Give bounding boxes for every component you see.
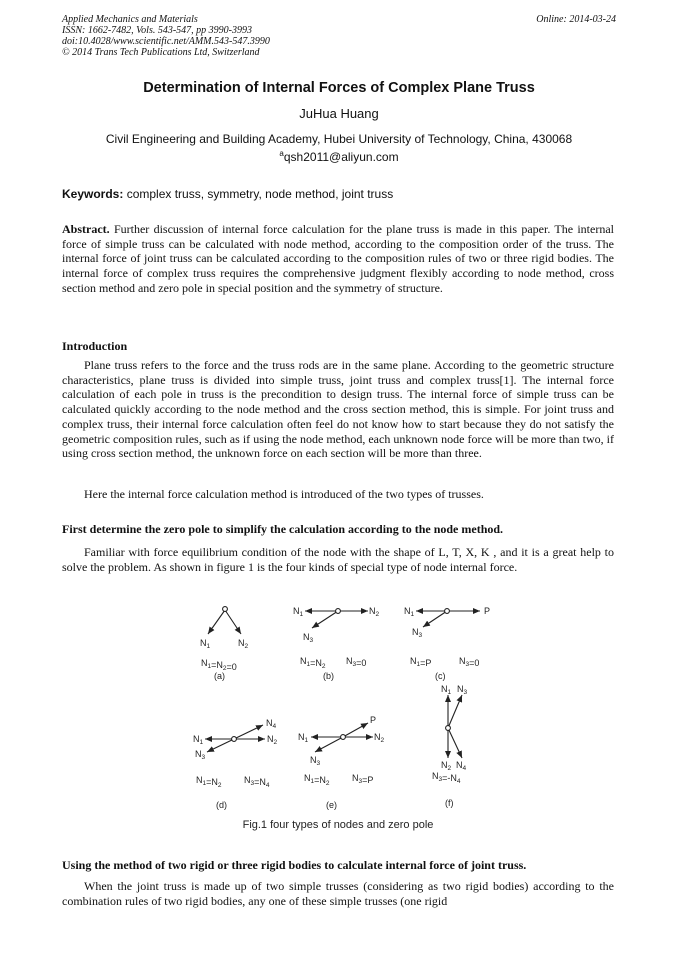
fig-b-n2: $N_2$ [369,606,380,618]
section-heading-introduction: Introduction [62,339,128,353]
fig-d-n3: $N_3$ [195,749,206,761]
doi-line: doi:10.4028/www.scientific.net/AMM.543-547.3990 [62,36,270,47]
section-heading-joint-truss: Using the method of two rigid or three rigid bodies to calculate internal force of joint truss. [62,858,527,872]
abstract-text: Further discussion of internal force calculation for the plane truss is made in this paper. The internal force of simple truss can be calculated with node method, according to the composition order of the truss. The internal force of joint truss can be calculated according to the composition rules of two or three rigid bodies. The internal force of complex truss requires the comprehensive judgment flexibly according to node method, cross section method and zero pole in special position and the symmetry of structure. [62,222,614,295]
node-diagram-e [311,723,373,752]
section3-paragraph [62,879,614,908]
fig-a-tag: (a) [214,671,225,681]
section3-p1-text: When the joint truss is made up of two simple trusses (considering as two rigid bodies) according to the combination rules of two rigid bodies, any one of these simple trusses (one rigid [62,879,614,908]
fig-f-n4: $N_4$ [456,760,467,772]
intro-paragraph-1 [62,358,614,461]
author-email [0,149,678,164]
fig-b-eq2: $N_3=0$ [346,656,367,668]
journal-header [62,14,270,58]
fig-e-tag: (e) [326,800,337,810]
fig-c-n1: $N_1$ [404,606,415,618]
keywords [62,187,393,201]
section2-p1-text: Familiar with force equilibrium condition of the node with the shape of L, T, X, K , and it is a great help to solve the problem. As shown in figure 1 is the four kinds of special type of node internal force. [62,545,614,574]
fig-f-tag: (f) [445,798,454,808]
fig-c-p: P [484,606,491,616]
abstract-label: Abstract. [62,222,110,236]
fig-e-n1: $N_1$ [298,732,309,744]
fig-b-n3: $N_3$ [303,632,314,644]
section-heading-zero-pole: First determine the zero pole to simplify the calculation according to the node method. [62,522,504,536]
keywords-label: Keywords: [62,187,124,201]
email-address: qsh2011@aliyun.com [283,150,399,164]
section2-paragraph [62,545,614,574]
fig-a-eq: $N_1=N_2=0$ [201,658,237,672]
abstract [62,222,614,296]
keywords-text: complex truss, symmetry, node method, joint truss [123,187,394,201]
fig-d-eq2: $N_3=N_4$ [244,775,270,789]
fig-e-eq2: $N_3=P$ [352,773,374,785]
fig-c-n3: $N_3$ [412,627,423,639]
node-diagram-f [446,695,462,758]
node-diagram-d [205,725,265,752]
fig-d-eq1: $N_1=N_2$ [196,775,222,789]
fig-e-n3: $N_3$ [310,755,321,767]
figure-1 [0,590,678,850]
fig-e-p: P [370,715,377,725]
fig-b-n1: $N_1$ [293,606,304,618]
fig-d-n4: $N_4$ [266,718,277,730]
fig-d-n1: $N_1$ [193,734,204,746]
copyright-line: © 2014 Trans Tech Publications Ltd, Switzerland [62,47,260,58]
node-diagram-c [416,609,480,627]
fig-e-n2: $N_2$ [374,732,385,744]
intro-paragraph-2 [62,487,614,502]
fig-c-tag: (c) [435,671,446,681]
online-date: Online: 2014-03-24 [536,14,616,25]
email-superscript: a [279,149,284,158]
fig-b-tag: (b) [323,671,334,681]
fig-b-eq1: $N_1=N_2$ [300,656,326,670]
fig-a-n1: $N_1$ [200,638,211,650]
fig-d-tag: (d) [216,800,227,810]
fig-e-eq1: $N_1=N_2$ [304,773,330,787]
affiliation: Civil Engineering and Building Academy, Hubei University of Technology, China, 430068 [105,132,573,146]
fig-f-n1: $N_1$ [441,684,452,696]
intro-p2-text: Here the internal force calculation method is introduced of the two types of trusses. [84,487,484,501]
issn-line: ISSN: 1662-7482, Vols. 543-547, pp 3990-3993 [62,25,252,36]
fig-d-n2: $N_2$ [267,734,278,746]
node-diagram-b [305,609,368,628]
fig-f-n3: $N_3$ [457,684,468,696]
intro-p1-text: Plane truss refers to the force and the truss rods are in the same plane. According to the geometric structure characteristics, plane truss is divided into simple truss, joint truss and complex truss[1]. The internal force calculation of each pole in truss is the precondition to design truss. The internal force of simple truss can be calculated quickly according to the node method and the cross section method, this is simple. For joint truss and complex truss, their internal force calculation often feel do not know how to start because they do not satisfy the geometric composition rules, such as if using the node method, each unknown node force will be more than two, if using cross section method, the unknown force on each section will be more than three. [62,358,614,461]
fig-a-n2: $N_2$ [238,638,249,650]
fig-c-eq1: $N_1=P$ [410,656,432,668]
fig-c-eq2: $N_3=0$ [459,656,480,668]
fig-f-eq: $N_3=-N_4$ [432,771,461,785]
paper-title: Determination of Internal Forces of Complex Plane Truss [143,80,535,96]
node-diagram-a [208,607,241,634]
figure-caption: Fig.1 four types of nodes and zero pole [242,819,434,831]
fig-f-n2: $N_2$ [441,760,452,772]
journal-name: Applied Mechanics and Materials [62,14,198,25]
author-name: JuHua Huang [299,106,379,121]
